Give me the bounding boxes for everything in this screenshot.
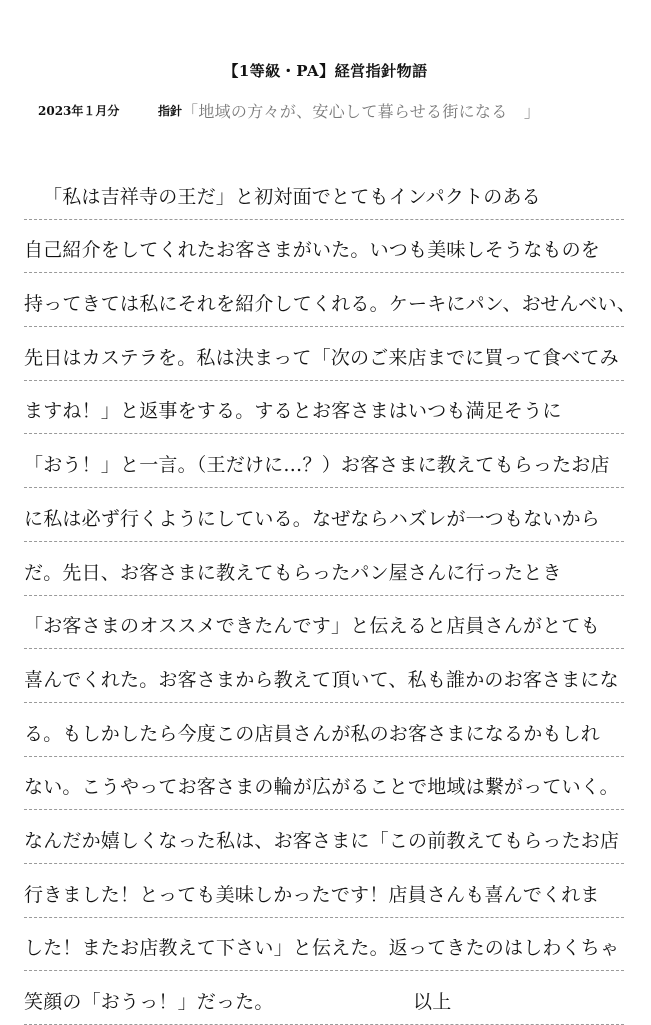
- motto-label: 指針: [158, 103, 183, 118]
- essay-line-text: 行きました！とっても美味しかったです！店員さんも喜んでくれま: [24, 883, 600, 906]
- essay-body: [24, 166, 636, 1025]
- essay-line: [24, 273, 636, 327]
- meta-row: [38, 98, 540, 122]
- essay-line: [24, 703, 624, 757]
- essay-line: [24, 327, 624, 381]
- essay-line-text: 自己紹介をしてくれたお客さまがいた。いつも美味しそうなものを: [24, 239, 601, 262]
- essay-line: [24, 220, 624, 274]
- essay-line: [24, 810, 624, 864]
- essay-line: [24, 971, 624, 1025]
- essay-line-text: に私は必ず行くようにしている。なぜならハズレが一つもないから: [24, 507, 601, 530]
- essay-line: [24, 649, 624, 703]
- essay-line: [24, 864, 624, 918]
- closing-mark: 以上: [413, 991, 452, 1013]
- essay-line-text: した！またお店教えて下さい」と伝えた。返ってきたのはしわくちゃ: [24, 937, 620, 960]
- essay-line-text: 先日はカステラを。私は決まって「次のご来店までに買って食べてみ: [24, 346, 619, 369]
- essay-line-text: 「おう！」と一言。（王だけに…？）お客さまに教えてもらったお店: [24, 454, 610, 477]
- page-title: 【1等級・PA】経営指針物語: [223, 62, 428, 80]
- essay-line-text: 持ってきては私にそれを紹介してくれる。ケーキにパン、おせんべい、: [24, 293, 636, 316]
- essay-line: [24, 542, 624, 596]
- essay-line-text: 「お客さまのオススメできたんです」と伝えると店員さんがとても: [24, 615, 600, 638]
- essay-line-text: だ。先日、お客さまに教えてもらったパン屋さんに行ったとき: [24, 561, 562, 584]
- essay-line: [24, 381, 624, 435]
- motto-text: 「地域の方々が、安心して暮らせる街になる 」: [182, 101, 541, 121]
- essay-line-text: ない。こうやってお客さまの輪が広がることで地域は繋がっていく。: [24, 776, 619, 799]
- essay-line: [24, 488, 624, 542]
- essay-line-text: る。もしかしたら今度この店員さんが私のお客さまになるかもしれ: [24, 722, 601, 745]
- essay-line: [24, 166, 624, 220]
- essay-line-text: ますね！」と返事をする。するとお客さまはいつも満足そうに: [24, 400, 562, 423]
- month-label: 2023年１月分: [38, 103, 120, 118]
- essay-line: [24, 434, 624, 488]
- essay-line: [24, 918, 624, 972]
- essay-line-text: なんだか嬉しくなった私は、お客さまに「この前教えてもらったお店: [24, 829, 620, 852]
- essay-line: [24, 596, 624, 650]
- essay-line-text: 笑顔の「おうっ！」だった。: [24, 991, 274, 1013]
- essay-line-text: 「私は吉祥寺の王だ」と初対面でとてもインパクトのある: [43, 185, 541, 208]
- essay-line: [24, 757, 624, 811]
- essay-line-text: 喜んでくれた。お客さまから教えて頂いて、私も誰かのお客さまにな: [24, 668, 619, 691]
